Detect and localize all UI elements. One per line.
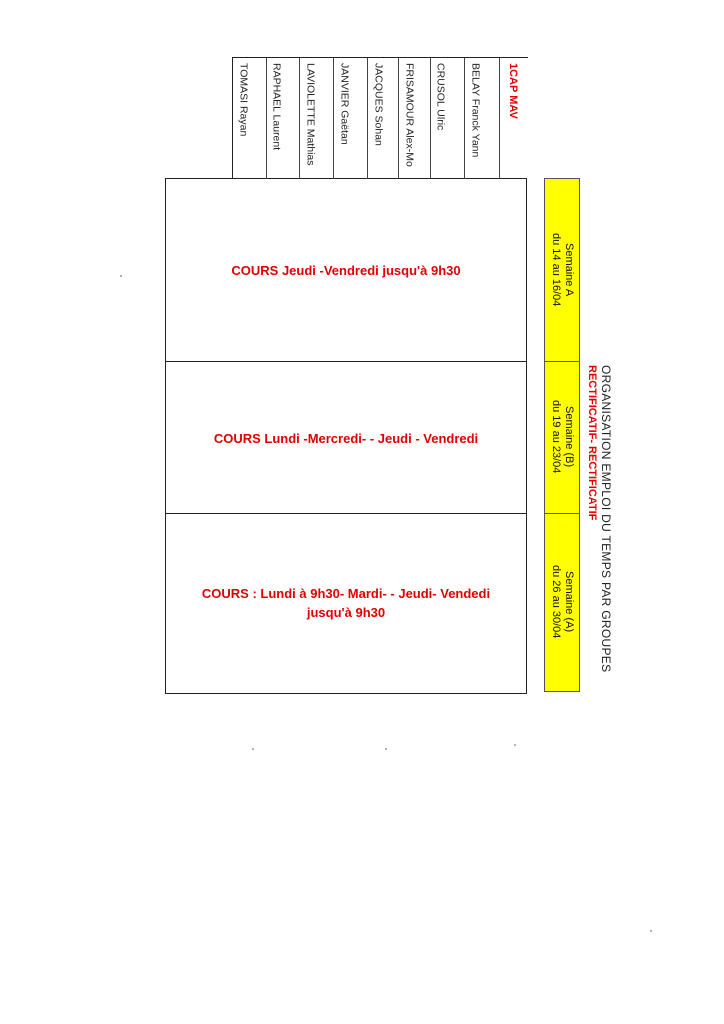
section-divider	[166, 361, 526, 362]
column-line	[299, 58, 300, 179]
student-name: LAVIOLETTE Mathias	[304, 63, 317, 166]
column-line	[464, 58, 465, 179]
week-header-strip	[544, 178, 580, 692]
column-line	[430, 58, 431, 179]
schedule-box	[165, 178, 527, 694]
week-cell-3	[545, 513, 579, 691]
page-title: ORGANISATION EMPLOI DU TEMPS PAR GROUPES	[599, 365, 613, 673]
student-name: JANVIER Gaëtan	[338, 63, 351, 145]
student-name: TOMASI Rayan	[237, 63, 250, 137]
week-cell-2	[545, 361, 579, 513]
week-cell-1	[545, 179, 579, 361]
student-name: FRISAMOUR Alex-Mo	[403, 63, 416, 167]
section-divider	[166, 513, 526, 514]
class-label: 1CAP MAV	[507, 63, 519, 119]
week-name: Semaine A	[563, 243, 576, 297]
week-dates: du 26 au 30/04	[550, 565, 562, 639]
students-header	[232, 57, 528, 179]
column-line	[398, 58, 399, 179]
student-name: BELAY Franck Yann	[469, 63, 482, 158]
schedule-text-week-a2: COURS : Lundi à 9h30- Mardi- - Jeudi- Vendedi jusqu'à 9h30	[201, 586, 491, 620]
schedule-text-week-a: COURS Jeudi -Vendredi jusqu'à 9h30	[231, 263, 461, 278]
scan-speck	[514, 744, 516, 746]
rectificatif-label: RECTIFICATIF- RECTIFICATIF	[586, 365, 598, 521]
scan-speck	[385, 748, 387, 750]
week-dates: du 19 au 23/04	[550, 400, 562, 474]
week-name: Semaine (B)	[563, 406, 576, 468]
week-dates: du 14 au 16/04	[550, 233, 562, 307]
student-name: CRUSOL Ulric	[434, 63, 447, 131]
student-name: JACQUES Sohan	[372, 63, 385, 146]
scan-speck	[252, 748, 254, 750]
student-name: RAPHAEL Laurent	[270, 63, 283, 151]
column-line	[266, 58, 267, 179]
scan-speck	[650, 930, 652, 932]
column-line	[367, 58, 368, 179]
column-line	[499, 58, 500, 179]
week-name: Semaine (A)	[563, 571, 576, 633]
column-line	[333, 58, 334, 179]
scan-speck	[120, 275, 122, 277]
schedule-text-week-b: COURS Lundi -Mercredi- - Jeudi - Vendredi	[213, 431, 479, 446]
